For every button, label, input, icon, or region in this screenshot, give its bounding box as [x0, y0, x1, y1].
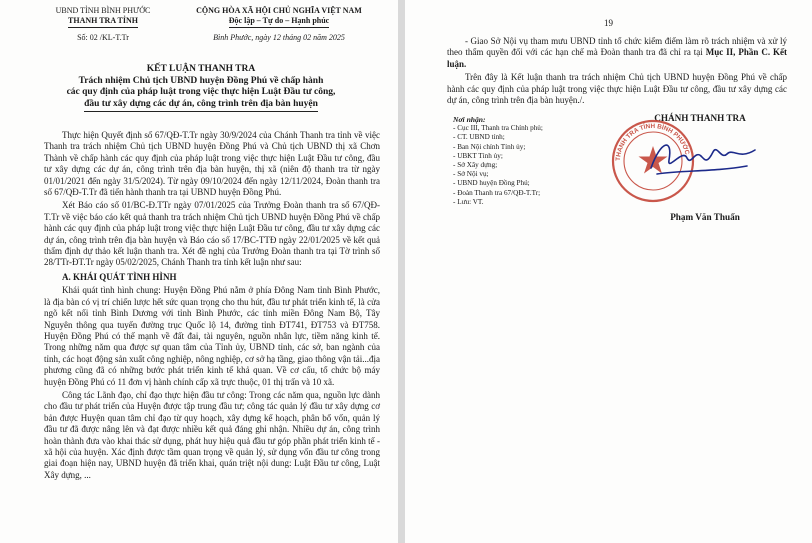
document-subtitle-line-3: đầu tư xây dựng các dự án, công trình trên địa bàn huyện	[84, 99, 318, 113]
document-page-2	[405, 0, 812, 543]
handwritten-signature	[643, 130, 763, 185]
recipient-item: - UBKT Tỉnh ủy;	[453, 151, 503, 160]
signer-title: CHÁNH THANH TRA	[654, 113, 746, 123]
document-page-1	[0, 0, 398, 543]
recipient-item: - Đoàn Thanh tra 67/QĐ-T.Tr;	[453, 188, 541, 197]
recipient-item: - Ban Nội chính Tỉnh ủy;	[453, 142, 526, 151]
body-paragraph-4: Công tác Lãnh đạo, chỉ đạo thực hiện đầu tư công: Trong các năm qua, nguồn lực dành cho đầu tư phát triển của Huyện được tập trung đầu tư; công tác quản lý đầu tư xây dựng cơ bản được Huyện quan tâm chỉ đạo từ quy hoạch, xây dựng kế hoạch, phân bổ vốn, quản lý đầu tư đã được nâng lên và đạt được nhiều kết quả đáng ghi nhận. Nhiều dự án, công trình hoàn thành đưa vào khai thác sử dụng, phát huy hiệu quả đầu tư góp phần phát triển kinh tế - xã hội của huyện. Xác định được tầm quan trọng về quản lý, sử dụng vốn đầu tư công trong giai đoạn hiện nay, UBND huyện đã triển khai, quán triệt nội dung: Luật Đầu tư công, Luật Xây dựng, ...	[44, 389, 380, 480]
agency-name: UBND TỈNH BÌNH PHƯỚC	[55, 6, 151, 15]
closing-paragraph: Trên đây là Kết luận thanh tra trách nhiệm Chủ tịch UBND huyện Đồng Phú về chấp hành các quy định của pháp luật trong việc thực hiện Luật Đầu tư công, đầu tư xây dựng các dự án, công trình trên địa bàn huyện./.	[447, 72, 787, 106]
recipients-list	[453, 115, 613, 207]
document-title: KẾT LUẬN THANH TRA	[146, 64, 256, 74]
closing-item-1: - Giao Sở Nội vụ tham mưu UBND tỉnh tổ chức kiểm điểm làm rõ trách nhiệm và xử lý theo thẩm quyền đối với các hạn chế mà Đoàn thanh tra đã chỉ ra tại Mục II, Phần C. Kết luận.	[447, 36, 787, 69]
document-number: Số: 02 /KL-T.Tr	[77, 33, 129, 42]
body-paragraph-3: Khái quát tình hình chung: Huyện Đồng Phú nằm ở phía Đông Nam tỉnh Bình Phước, là địa bàn có vị trí chiến lược hết sức quan trọng cho thu hút, đầu tư phát triển kinh tế, là cửa ngõ kết nối tỉnh Bình Dương với tỉnh Bình Phước, các tỉnh miền Đông Nam Bộ, Tây Nguyên thông qua tuyến đường trục Quốc lộ 14, đường tỉnh ĐT741, ĐT753 và ĐT758. Huyện Đồng Phú có thế mạnh về đất đai, tài nguyên, nguồn nhân lực, tiềm năng kinh tế. Trong những năm qua được sự quan tâm của Tỉnh ủy, UBND tỉnh, các sở, ban ngành của tỉnh, các hoạt động sản xuất công nghiệp, nông nghiệp, cơ sở hạ tầng, giao thông vận tải...địa phương cũng đã có những bước phát triển kinh tế khả quan. Về cơ cấu, tổ chức bộ máy huyện Đồng Phú có 11 đơn vị hành chính cấp xã trực thuộc, 01 thị trấn và 10 xã.	[44, 285, 380, 387]
national-title: CỘNG HÒA XÃ HỘI CHỦ NGHĨA VIỆT NAM	[196, 6, 362, 15]
section-reference: Mục II, Phần C. Kết luận.	[447, 47, 787, 69]
document-subtitle-line-1: Trách nhiệm Chủ tịch UBND huyện Đồng Phú về chấp hành	[78, 75, 324, 86]
section-heading-a: A. KHÁI QUÁT TÌNH HÌNH	[62, 271, 177, 282]
recipient-item: - CT. UBND tỉnh;	[453, 133, 505, 142]
body-paragraph-1: Thực hiện Quyết định số 67/QĐ-T.Tr ngày 30/9/2024 của Chánh Thanh tra tỉnh về việc Thanh tra trách nhiệm Chủ tịch UBND huyện Đồng Phú và Chủ tịch UBND thị xã Chơn Thành về chấp hành các quy định của pháp luật trong việc thực hiện Luật Đầu tư công, đầu tư xây dựng các dự án, công trình trên địa bàn huyện, thị xã (niên độ thanh tra từ ngày 01/01/2021 đến ngày 31/5/2024). Từ ngày 09/10/2024 đến ngày 12/11/2024, Đoàn thanh tra số 67/QĐ-T.Tr đã tiến hành thanh tra tại UBND huyện Đồng Phú.	[44, 130, 380, 198]
recipient-item: - Cục III, Thanh tra Chính phủ;	[453, 124, 543, 133]
body-paragraph-2: Xét Báo cáo số 01/BC-Đ.TTr ngày 07/01/2025 của Trưởng Đoàn thanh tra số 67/QĐ-T.Tr về việc báo cáo kết quả thanh tra trách nhiệm Chủ tịch UBND huyện Đồng Phú về chấp hành các quy định của pháp luật trong việc thực hiện Luật Đầu tư công, đầu tư xây dựng các dự án, công trình trên địa bàn huyện và Báo cáo số 17/BC-TTĐ ngày 22/01/2025 về kết quả thẩm định dự thảo kết luận thanh tra. Xét đề nghị của Trưởng Đoàn thanh tra tại Tờ trình số 28/TTr-ĐT.Tr ngày 05/02/2025, Chánh Thanh tra tỉnh kết luận như sau:	[44, 200, 380, 268]
page-number: 19	[604, 18, 613, 28]
national-motto: Độc lập – Tự do – Hạnh phúc	[229, 16, 329, 28]
signer-name: Phạm Văn Thuấn	[670, 212, 740, 222]
recipient-item: - Sở Xây dựng;	[453, 161, 498, 170]
seal-text: THANH TRA TỈNH BÌNH PHƯỚC	[614, 122, 691, 162]
recipient-item: - UBND huyện Đồng Phú;	[453, 179, 530, 188]
recipients-title: Nơi nhận:	[453, 115, 486, 124]
document-date: Bình Phước, ngày 12 tháng 02 năm 2025	[213, 33, 345, 42]
agency-subname: THANH TRA TỈNH	[68, 16, 138, 28]
recipient-item: - Sở Nội vụ;	[453, 170, 489, 179]
recipient-item: - Lưu: VT.	[453, 197, 484, 206]
document-subtitle-line-2: các quy định của pháp luật trong việc thực hiện Luật Đầu tư công,	[66, 87, 336, 98]
